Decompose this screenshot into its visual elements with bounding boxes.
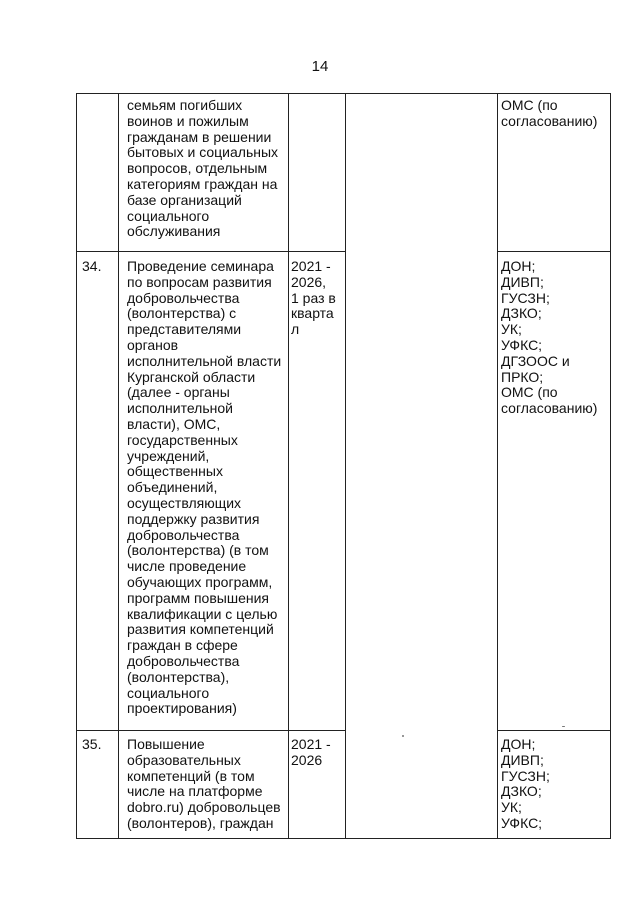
table-row-34-number: 34. <box>82 258 102 274</box>
row-divider-2-right <box>497 730 611 731</box>
table-row-34-activity: Проведение семинара по вопросам развития добровольчества (волонтерства) с представителями органов исполнительной власти Курганской области (далее - органы исполнительной власти), ОМС, государственных учреждений, общественных объединений, осуществляющих поддержку развития добровольчества (волонтерства) (в том числе проведение обучающих программ, программ повышения квалификации с целью развития компетенций граждан в сфере добровольчества (волонтерства), социального проектирования) <box>127 258 282 717</box>
row-divider-2 <box>77 730 345 731</box>
activities-table <box>76 93 611 839</box>
column-divider-result <box>497 94 498 838</box>
scan-speck <box>562 726 565 727</box>
table-row-34-term: 2021 - 2026, 1 раз в кварта л <box>291 258 336 338</box>
table-row-35-number: 35. <box>82 736 102 752</box>
table-row-1-executors: ОМС (по согласованию) <box>501 97 598 129</box>
table-row-1-activity: семьям погибших воинов и пожилым гражданам в решении бытовых и социальных вопросов, отдельным категориям граждан на базе организаций социального обслуживания <box>127 97 279 240</box>
column-divider-term <box>345 94 346 838</box>
table-row-35-activity: Повышение образовательных компетенций (в том числе на платформе dobro.ru) добровольцев (волонтеров), граждан <box>127 736 281 831</box>
column-divider-activity <box>288 94 289 838</box>
row-divider-1 <box>77 251 345 252</box>
scan-speck <box>402 735 404 737</box>
page-number: 14 <box>311 58 329 75</box>
table-row-35-term: 2021 - 2026 <box>291 736 331 768</box>
row-divider-1-right <box>497 251 611 252</box>
column-divider-number <box>118 94 119 838</box>
table-row-34-executors: ДОН; ДИВП; ГУСЗН; ДЗКО; УК; УФКС; ДГЗООС и ПРКО; ОМС (по согласованию) <box>501 258 598 417</box>
table-row-35-executors: ДОН; ДИВП; ГУСЗН; ДЗКО; УК; УФКС; <box>501 736 550 831</box>
